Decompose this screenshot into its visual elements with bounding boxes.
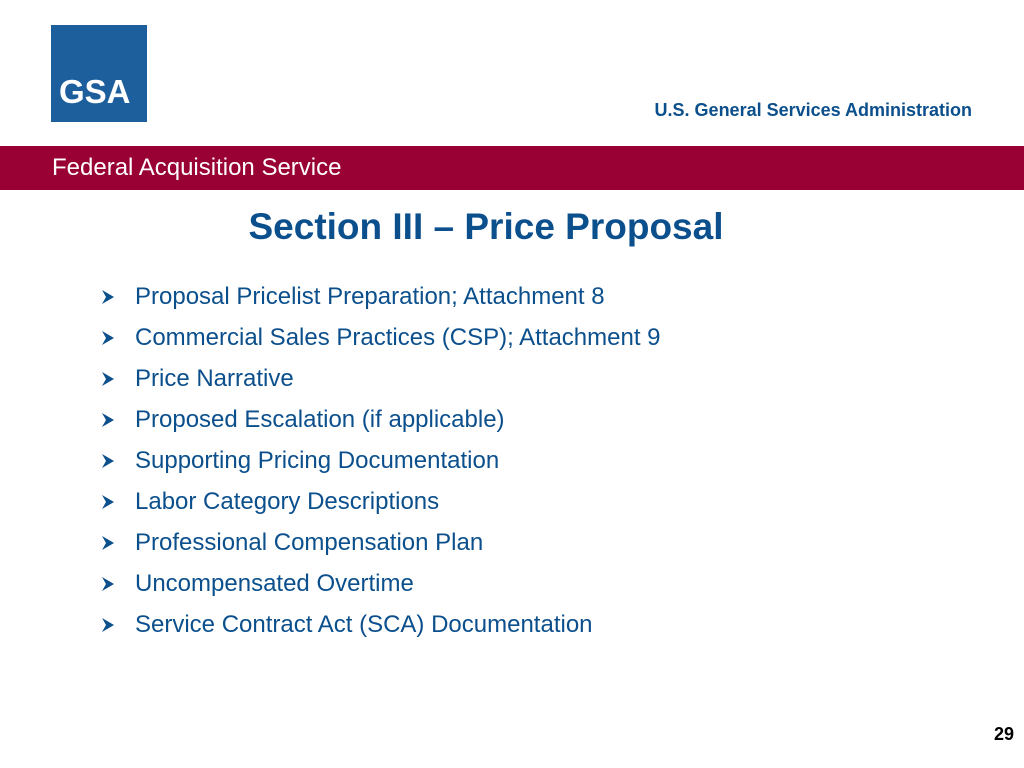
arrow-bullet-icon [100,494,116,510]
bullet-text: Uncompensated Overtime [135,570,414,597]
bullet-text: Proposed Escalation (if applicable) [135,406,505,433]
bullet-text: Price Narrative [135,365,294,392]
bullet-item [100,444,661,485]
page-number: 29 [993,724,1014,744]
bullet-text: Labor Category Descriptions [135,488,440,515]
bullet-text: Service Contract Act (SCA) Documentation [135,611,593,638]
gsa-logo-icon [51,25,147,122]
slide-title: Section III – Price Proposal [248,206,724,247]
bullet-text: Supporting Pricing Documentation [135,447,500,474]
arrow-bullet-icon [100,576,116,592]
arrow-bullet-icon [100,330,116,346]
bullet-item [100,567,661,608]
bullet-item [100,526,661,567]
bullet-text: Professional Compensation Plan [135,529,484,556]
bullet-item [100,321,661,362]
gsa-logo [51,25,147,122]
arrow-bullet-icon [100,617,116,633]
agency-name: U.S. General Services Administration [654,100,972,120]
service-name: Federal Acquisition Service [52,154,342,181]
arrow-bullet-icon [100,289,116,305]
bullet-item [100,280,661,321]
bullet-list [100,280,661,649]
arrow-bullet-icon [100,412,116,428]
bullet-item [100,485,661,526]
arrow-bullet-icon [100,453,116,469]
arrow-bullet-icon [100,371,116,387]
bullet-text: Commercial Sales Practices (CSP); Attachment 9 [135,324,661,351]
bullet-item [100,608,661,649]
bullet-item [100,362,661,403]
gsa-logo-text: GSA [59,73,131,110]
bullet-text: Proposal Pricelist Preparation; Attachment 8 [135,283,605,310]
service-band [0,146,1024,190]
arrow-bullet-icon [100,535,116,551]
bullet-item [100,403,661,444]
